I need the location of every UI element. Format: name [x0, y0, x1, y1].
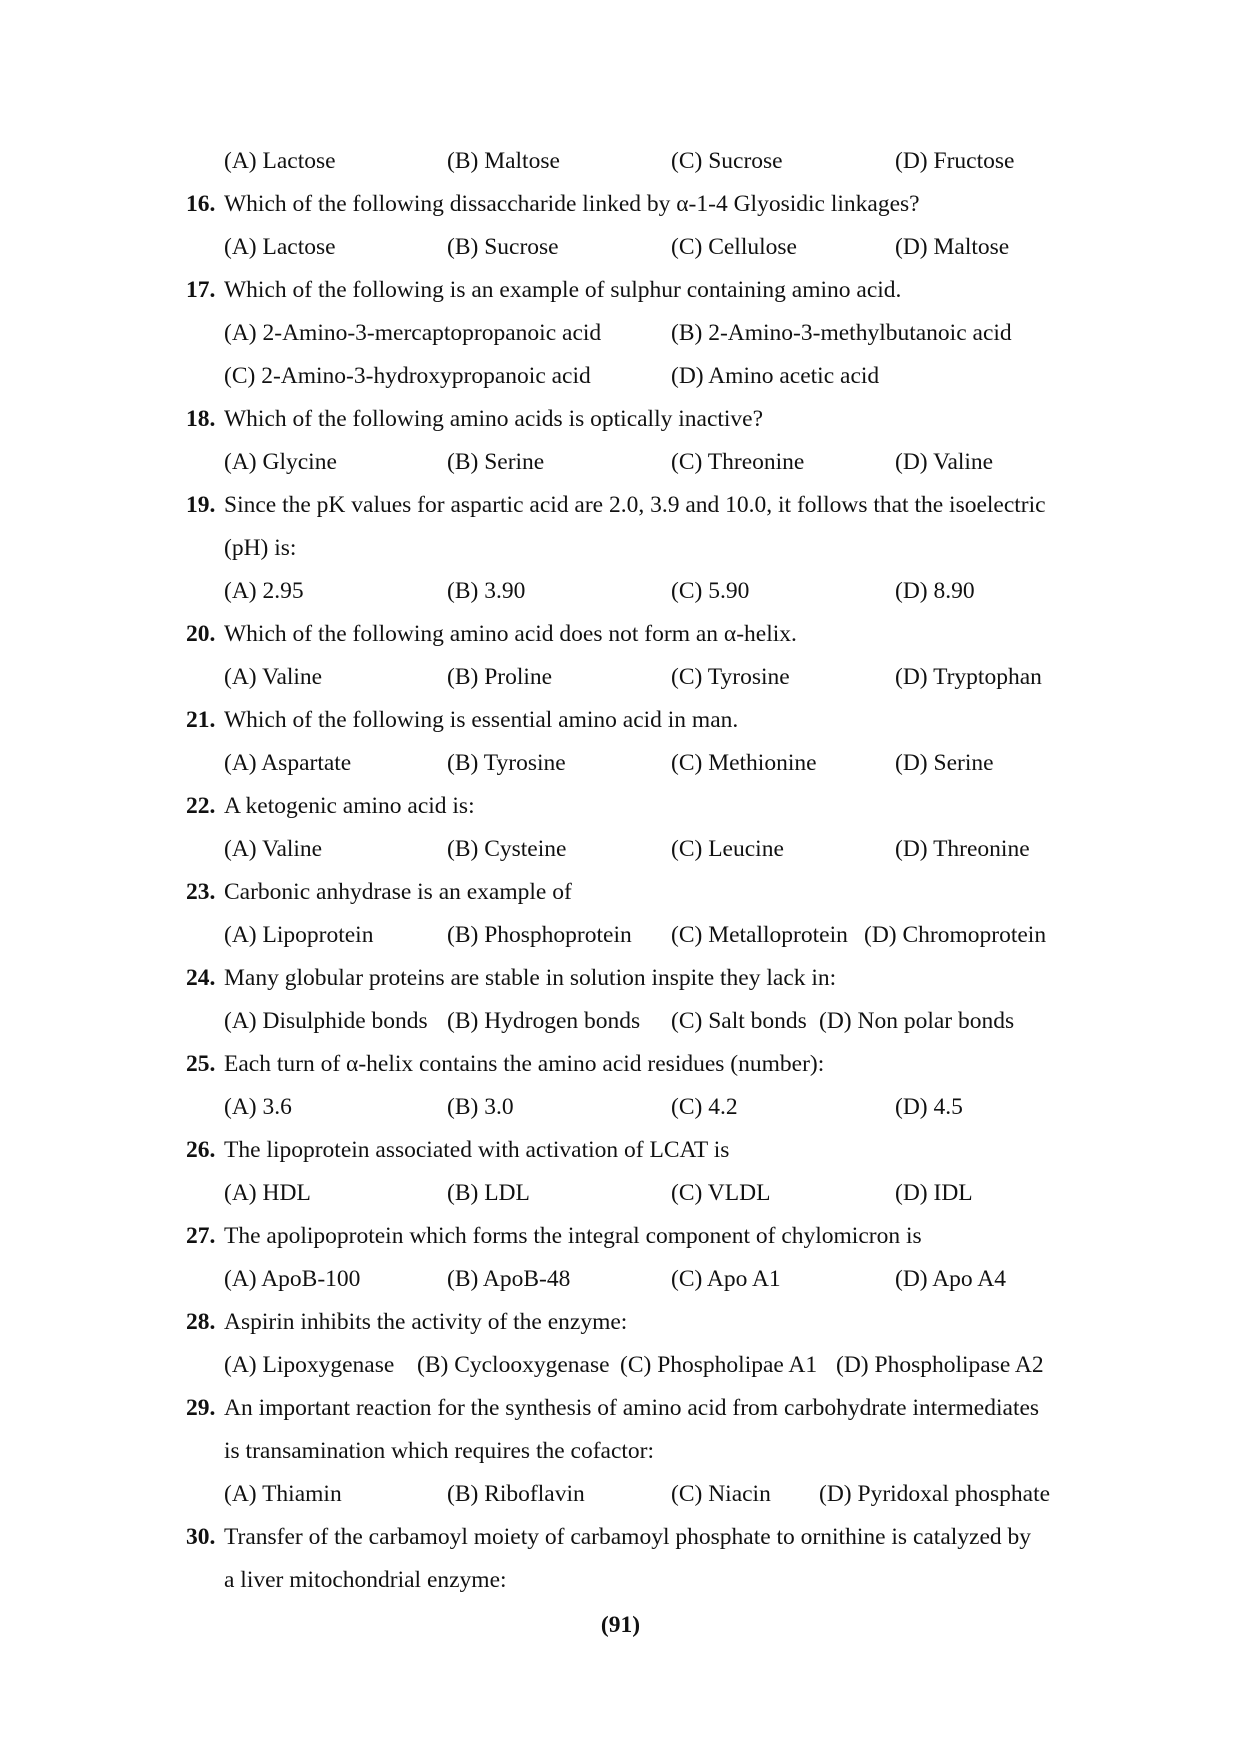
option-row	[0, 578, 1241, 614]
option-c: (C) VLDL	[671, 1180, 771, 1206]
question-28	[0, 1309, 1241, 1345]
question-number: 29.	[186, 1395, 216, 1421]
question-text: The lipoprotein associated with activation of LCAT is	[224, 1137, 730, 1163]
option-a: (A) Glycine	[224, 449, 337, 475]
question-number: 27.	[186, 1223, 216, 1249]
option-a: (A) Lactose	[224, 234, 336, 260]
question-text: Many globular proteins are stable in solution inspite they lack in:	[224, 965, 837, 991]
option-b: (B) Serine	[447, 449, 545, 475]
question-text: Carbonic anhydrase is an example of	[224, 879, 572, 905]
option-d: (D) Tryptophan	[895, 664, 1042, 690]
option-b: (B) 2-Amino-3-methylbutanoic acid	[671, 320, 1012, 346]
option-d: (D) Phospholipase A2	[836, 1352, 1044, 1378]
option-c: (C) Phospholipae A1	[620, 1352, 818, 1378]
question-24	[0, 965, 1241, 1001]
question-number: 19.	[186, 492, 216, 518]
question-number: 23.	[186, 879, 216, 905]
option-a: (A) 3.6	[224, 1094, 292, 1120]
option-row	[0, 922, 1241, 958]
option-a: (A) 2.95	[224, 578, 304, 604]
question-text: Transfer of the carbamoyl moiety of carbamoyl phosphate to ornithine is catalyzed by	[224, 1524, 1032, 1550]
option-row	[0, 1094, 1241, 1130]
question-text: a liver mitochondrial enzyme:	[224, 1567, 507, 1593]
option-b: (B) Phosphoprotein	[447, 922, 632, 948]
question-text: An important reaction for the synthesis of amino acid from carbohydrate intermediates	[224, 1395, 1040, 1421]
option-a: (A) ApoB-100	[224, 1266, 361, 1292]
question-number: 30.	[186, 1524, 216, 1550]
option-d: (D) Maltose	[895, 234, 1010, 260]
option-d: (D) 4.5	[895, 1094, 963, 1120]
question-text: Which of the following amino acids is optically inactive?	[224, 406, 764, 432]
option-c: (C) Tyrosine	[671, 664, 790, 690]
question-19	[0, 492, 1241, 528]
option-c: (C) Cellulose	[671, 234, 797, 260]
option-d: (D) Chromoprotein	[864, 922, 1047, 948]
option-b: (B) Riboflavin	[447, 1481, 585, 1507]
question-text: Each turn of α-helix contains the amino acid residues (number):	[224, 1051, 825, 1077]
option-a: (A) 2-Amino-3-mercaptopropanoic acid	[224, 320, 602, 346]
question-number: 25.	[186, 1051, 216, 1077]
option-c: (C) Leucine	[671, 836, 784, 862]
option-c: (C) Methionine	[671, 750, 817, 776]
option-c: (C) 4.2	[671, 1094, 738, 1120]
question-29	[0, 1395, 1241, 1431]
option-row	[0, 750, 1241, 786]
question-25	[0, 1051, 1241, 1087]
option-row	[0, 234, 1241, 270]
option-a: (A) Lactose	[224, 148, 336, 174]
question-27	[0, 1223, 1241, 1259]
option-c: (C) Apo A1	[671, 1266, 781, 1292]
option-d: (D) IDL	[895, 1180, 973, 1206]
option-row	[0, 363, 1241, 399]
question-number: 21.	[186, 707, 216, 733]
option-row	[0, 320, 1241, 356]
question-number: 17.	[186, 277, 216, 303]
option-c: (C) Threonine	[671, 449, 805, 475]
option-b: (B) LDL	[447, 1180, 530, 1206]
question-number: 16.	[186, 191, 216, 217]
question-text: Which of the following is an example of sulphur containing amino acid.	[224, 277, 902, 303]
option-d: (D) Valine	[895, 449, 994, 475]
option-d: (D) Threonine	[895, 836, 1030, 862]
question-text: A ketogenic amino acid is:	[224, 793, 475, 819]
question-17	[0, 277, 1241, 313]
option-b: (B) Tyrosine	[447, 750, 566, 776]
option-c: (C) Salt bonds	[671, 1008, 807, 1034]
option-row	[0, 1008, 1241, 1044]
question-number: 22.	[186, 793, 216, 819]
option-d: (D) Pyridoxal phosphate	[819, 1481, 1051, 1507]
option-c: (C) 2-Amino-3-hydroxypropanoic acid	[224, 363, 591, 389]
question-number: 20.	[186, 621, 216, 647]
question-text: is transamination which requires the cofactor:	[224, 1438, 655, 1464]
option-row	[0, 1266, 1241, 1302]
option-row	[0, 1481, 1241, 1517]
question-text: (pH) is:	[224, 535, 297, 561]
option-c: (C) 5.90	[671, 578, 750, 604]
question-text: Which of the following amino acid does not form an α-helix.	[224, 621, 797, 647]
question-18	[0, 406, 1241, 442]
option-d: (D) Fructose	[895, 148, 1015, 174]
option-a: (A) Aspartate	[224, 750, 352, 776]
question-20	[0, 621, 1241, 657]
page-number: (91)	[600, 1612, 641, 1638]
question-text: Since the pK values for aspartic acid are 2.0, 3.9 and 10.0, it follows that the isoelectric	[224, 492, 1046, 518]
option-a: (A) HDL	[224, 1180, 311, 1206]
question-text: Which of the following dissaccharide linked by α-1-4 Glyosidic linkages?	[224, 191, 920, 217]
question-text: The apolipoprotein which forms the integral component of chylomicron is	[224, 1223, 922, 1249]
option-row	[0, 664, 1241, 700]
option-a: (A) Thiamin	[224, 1481, 342, 1507]
question-30	[0, 1524, 1241, 1560]
question-text: Aspirin inhibits the activity of the enzyme:	[224, 1309, 628, 1335]
question-23	[0, 879, 1241, 915]
option-d: (D) Apo A4	[895, 1266, 1006, 1292]
option-b: (B) 3.90	[447, 578, 526, 604]
question-text-continuation	[0, 1438, 1241, 1474]
option-row	[0, 1180, 1241, 1216]
option-row	[0, 148, 1241, 184]
question-text: Which of the following is essential amino acid in man.	[224, 707, 739, 733]
option-row	[0, 449, 1241, 485]
question-16	[0, 191, 1241, 227]
option-d: (D) Non polar bonds	[819, 1008, 1015, 1034]
question-text-continuation	[0, 1567, 1241, 1603]
question-number: 18.	[186, 406, 216, 432]
option-a: (A) Valine	[224, 664, 323, 690]
question-number: 28.	[186, 1309, 216, 1335]
option-a: (A) Valine	[224, 836, 323, 862]
question-26	[0, 1137, 1241, 1173]
option-a: (A) Lipoprotein	[224, 922, 374, 948]
option-d: (D) Amino acetic acid	[671, 363, 880, 389]
question-text-continuation	[0, 535, 1241, 571]
question-22	[0, 793, 1241, 829]
option-c: (C) Metalloprotein	[671, 922, 848, 948]
option-b: (B) Maltose	[447, 148, 560, 174]
question-number: 26.	[186, 1137, 216, 1163]
option-row	[0, 836, 1241, 872]
option-row	[0, 1352, 1241, 1388]
option-b: (B) ApoB-48	[447, 1266, 571, 1292]
option-a: (A) Lipoxygenase	[224, 1352, 395, 1378]
question-number: 24.	[186, 965, 216, 991]
option-b: (B) Sucrose	[447, 234, 559, 260]
option-d: (D) Serine	[895, 750, 994, 776]
option-b: (B) Cyclooxygenase	[417, 1352, 610, 1378]
option-c: (C) Niacin	[671, 1481, 771, 1507]
option-b: (B) 3.0	[447, 1094, 514, 1120]
option-b: (B) Cysteine	[447, 836, 567, 862]
option-b: (B) Proline	[447, 664, 553, 690]
option-a: (A) Disulphide bonds	[224, 1008, 428, 1034]
option-d: (D) 8.90	[895, 578, 975, 604]
question-21	[0, 707, 1241, 743]
option-c: (C) Sucrose	[671, 148, 783, 174]
option-b: (B) Hydrogen bonds	[447, 1008, 641, 1034]
